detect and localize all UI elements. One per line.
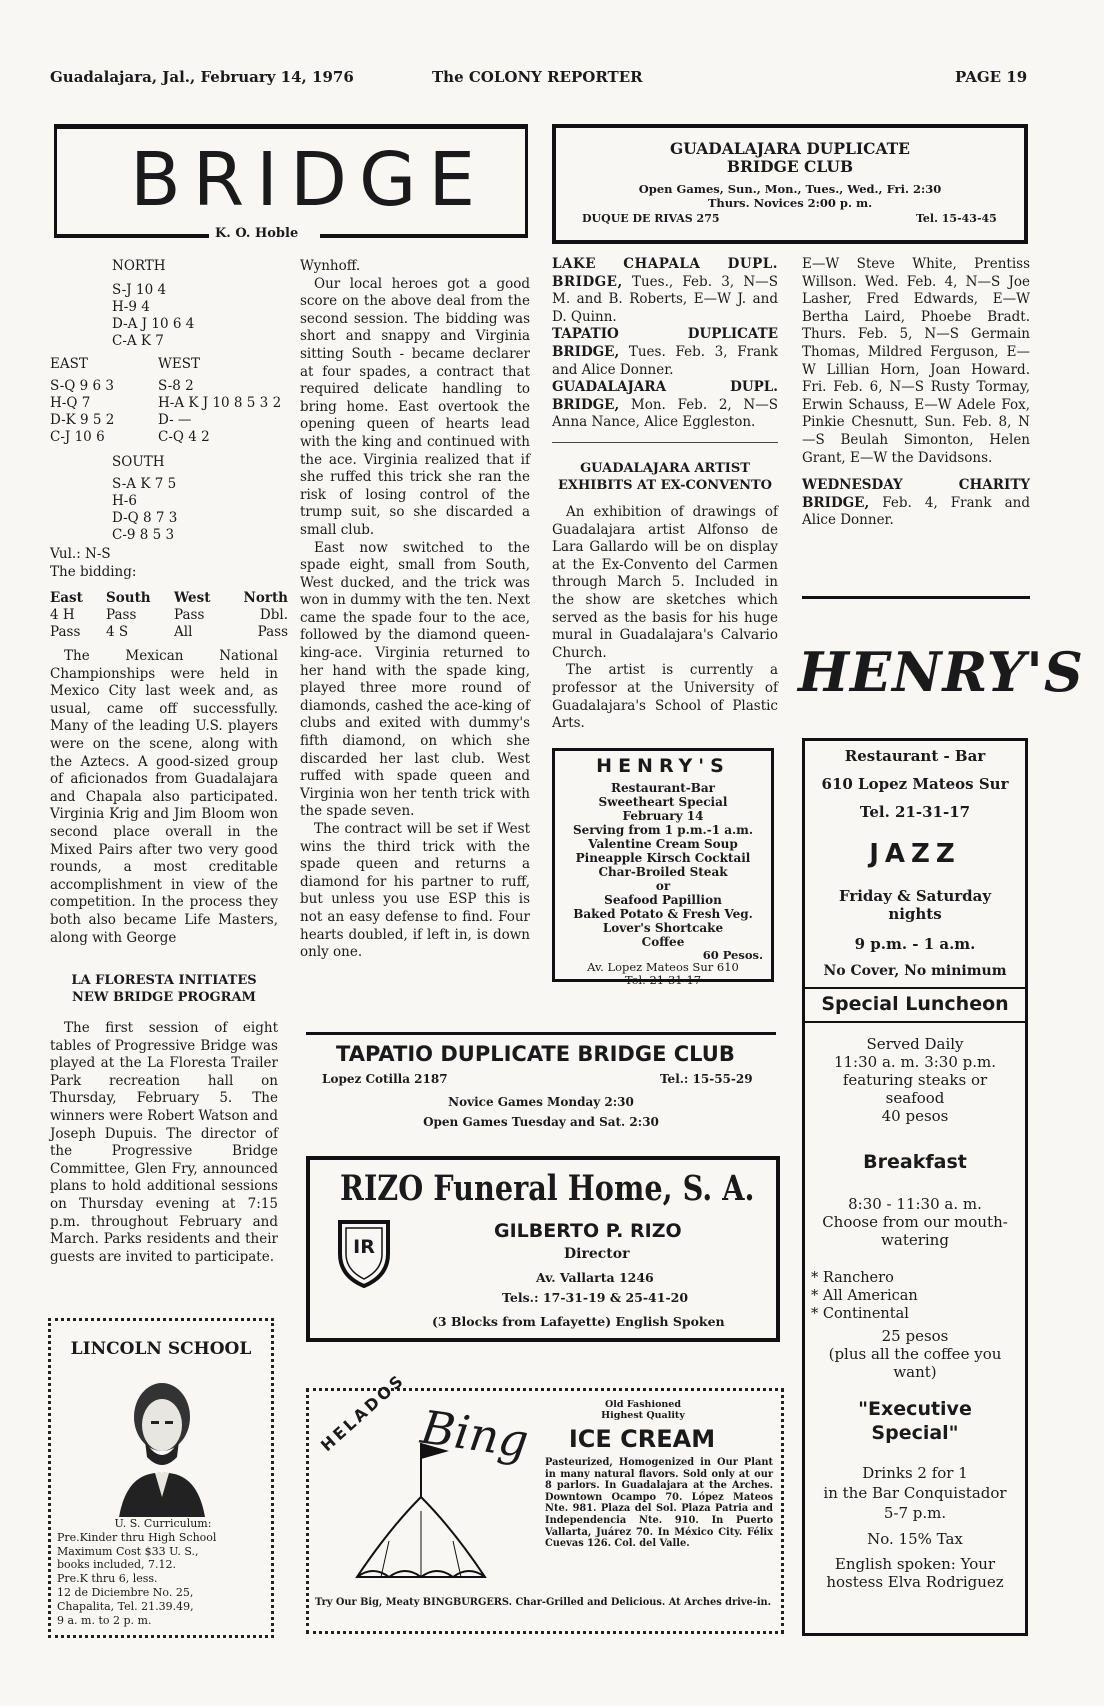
- south-spades: S-A K 7 5: [112, 476, 177, 492]
- header-place-date: Guadalajara, Jal., February 14, 1976: [50, 68, 354, 86]
- results-continued: E—W Steve White, Prentiss Willson. Wed. Feb. 4, N—S Joe Lasher, Fred Edwards, E—W Bertha Laird, Phoebe Bradt. Thurs. Feb. 5, N—S Germain Thomas, Mildred Ferguson, E—W Lillian Horn, Joan Howard. Fri. Feb. 6, N—S Rusty Tormay, Erwin Schauss, E—W Adele Fox, Pinkie Chesnutt, Sun. Feb. 8, N—S Beulah Simonton, Helen Grant, E—W the Davidsons.: [802, 256, 1030, 466]
- charity-body: Feb. 4, Frank and Alice Donner.: [802, 494, 1031, 529]
- west-hand: [158, 378, 281, 446]
- rizo-note: (3 Blocks from Lafayette) English Spoken: [432, 1314, 725, 1329]
- bidding-label: The bidding:: [50, 564, 137, 580]
- lincoln-school-ad: [48, 1318, 274, 1638]
- bid-cell: 4 H: [50, 607, 75, 623]
- helados-tag: Old Fashioned Highest Quality: [601, 1399, 685, 1421]
- rizo-ad: [306, 1156, 780, 1342]
- tapatio-hours: [306, 1092, 776, 1132]
- result-item: [552, 326, 778, 379]
- artist-headline: [552, 460, 778, 494]
- henrys-executive-title: "Executive Special": [858, 1398, 972, 1444]
- south-hearts: H-6: [112, 493, 137, 509]
- bid-cell: Pass: [257, 624, 288, 640]
- bridge-col2-para: Our local heroes got a good score on the above deal from the second session. The bidding was short and snappy and Virginia sitting South - became declarer at four spades, a contract that required delicate handling to bring home. East overtook the opening queen of hearts lead with the king and continued with the ace. Virginia realized that if she ruffed this trick she ran the risk of losing control of the trump suit, so she discarded a small club.: [300, 275, 530, 538]
- henrys-small-line: February 14: [622, 809, 704, 823]
- gdc-ad: [552, 124, 1028, 244]
- gdc-line-2: Thurs. Novices 2:00 p. m.: [707, 196, 873, 210]
- west-clubs: C-Q 4 2: [158, 429, 210, 445]
- result-body: Mon. Feb. 2, N—S Anna Nance, Alice Eggleston.: [552, 396, 778, 431]
- bid-header-south: South: [106, 590, 151, 606]
- artist-para: An exhibition of drawings of Guadalajara artist Alfonso de Lara Gallardo will be on display at the Ex-Convento del Carmen through March 5. Included in the show are sketches which served as the basis for his huge mural in Guadalajara's Calvario Church.: [552, 504, 778, 661]
- henrys-lunch-line: 11:30 a. m. 3:30 p.m.: [833, 1053, 997, 1071]
- bridge-col2-para: East now switched to the spade eight, small from South, West ducked, and the trick was won in dummy with the ten. Next came the spade four to the ace, followed by the diamond queen-king-ace. Virginia returned to her hand with the spade king, played three more round of diamonds, cashed the ace-king of clubs and exited with dummy's fifth diamond, on which she discarded her last club. West ruffed with spade queen and Virginia won her tenth trick with the spade seven.: [300, 539, 530, 820]
- rizo-director-name: GILBERTO P. RIZO: [494, 1220, 682, 1242]
- henrys-lunch-details: [815, 1035, 1015, 1125]
- tapatio-line-2: Open Games Tuesday and Sat. 2:30: [423, 1115, 659, 1129]
- henrys-small-line: Char-Broiled Steak: [598, 865, 728, 879]
- west-hearts: H-A K J 10 8 5 3 2: [158, 395, 282, 411]
- henrys-breakfast-price: [815, 1327, 1015, 1381]
- henrys-breakfast-line: 25 pesos: [881, 1327, 949, 1345]
- henrys-small-line: Seafood Papillion: [604, 893, 722, 907]
- result-body: Tues., Feb. 3, N—S M. and B. Roberts, E—W J. and D. Quinn.: [552, 273, 778, 325]
- henrys-exec-line: No. 15% Tax: [867, 1530, 963, 1548]
- result-head: TAPATIO DUPLICATE BRIDGE,: [552, 326, 778, 360]
- rizo-logo-text: IR: [353, 1236, 375, 1258]
- result-item: [552, 256, 778, 326]
- henrys-small-tel: Tel. 21-31-17: [624, 973, 702, 987]
- east-spades: S-Q 9 6 3: [50, 378, 115, 394]
- henrys-small-line: or: [655, 879, 671, 893]
- tapatio-tel: Tel.: 15-55-29: [660, 1072, 753, 1086]
- lincoln-details: [57, 1517, 269, 1627]
- west-label: WEST: [158, 356, 200, 372]
- henrys-executive-details: [811, 1463, 1019, 1591]
- henrys-small-line: Lover's Shortcake: [602, 921, 724, 935]
- bidding-row: [50, 607, 288, 624]
- gdc-line-1: Open Games, Sun., Mon., Tues., Wed., Fri. 2:30: [638, 182, 942, 196]
- henrys-small-menu: [555, 781, 771, 949]
- vulnerability: Vul.: N-S: [50, 546, 111, 562]
- south-clubs: C-9 8 5 3: [112, 527, 175, 543]
- bid-cell: Pass: [174, 607, 205, 623]
- bid-cell: 4 S: [106, 624, 129, 640]
- henrys-small-address: [555, 961, 771, 987]
- henrys-jazz-title: JAZZ: [869, 839, 961, 869]
- results-column-4: [802, 256, 1030, 530]
- lincoln-title: LINCOLN SCHOOL: [70, 1339, 252, 1359]
- bidding-row: [50, 624, 288, 641]
- henrys-big-ad: [802, 738, 1028, 1636]
- henrys-big-line: Restaurant - Bar: [844, 747, 986, 765]
- result-item: [552, 379, 778, 432]
- henrys-small-line: Baked Potato & Fresh Veg.: [573, 907, 753, 921]
- bridge-title-rule-left: [54, 234, 209, 238]
- henrys-lunch-line: Served Daily: [866, 1035, 964, 1053]
- bridge-title: BRIDGE: [130, 137, 488, 223]
- east-diamonds: D-K 9 5 2: [50, 412, 115, 428]
- lincoln-line: Maximum Cost $33 U. S.,: [57, 1544, 199, 1558]
- results-divider: [552, 442, 778, 443]
- north-clubs: C-A K 7: [112, 333, 164, 349]
- bridge-intro-paragraph: The Mexican National Championships were held in Mexico City last week and, as usual, came off successfully. Many of the leading U.S. players were on the scene, along with the Aztecs. A good-sized group of aficionados from Guadalajara and Chapala also participated. Virginia Krig and Jim Bloom won second place overall in the Mixed Pairs after two very good rounds, a most creditable accomplishment in view of the competition. In the process they both also became Life Masters, along with George: [50, 648, 278, 946]
- helados-arc-text: HELADOS: [317, 1369, 409, 1456]
- henrys-big-line: Tel. 21-31-17: [859, 803, 971, 821]
- henrys-big-line: 610 Lopez Mateos Sur: [821, 775, 1009, 793]
- henrys-breakfast-title: Breakfast: [863, 1151, 967, 1173]
- tapatio-address: Lopez Cotilla 2187: [322, 1072, 448, 1086]
- henrys-small-title: HENRY'S: [596, 755, 730, 777]
- result-body: Tues. Feb. 3, Frank and Alice Donner.: [552, 343, 778, 378]
- south-diamonds: D-Q 8 7 3: [112, 510, 178, 526]
- bidding-header-row: [50, 590, 288, 607]
- header-page-number: PAGE 19: [955, 68, 1028, 86]
- henrys-breakfast-items: [811, 1269, 918, 1323]
- helados-footer: Try Our Big, Meaty BINGBURGERS. Char-Grilled and Delicious. At Arches drive-in.: [315, 1597, 772, 1608]
- henrys-breakfast-line: 8:30 - 11:30 a. m.: [848, 1195, 982, 1213]
- lincoln-line: Pre.Kinder thru High School: [57, 1530, 217, 1544]
- henrys-small-line: Sweetheart Special: [598, 795, 728, 809]
- rizo-shield-icon: [336, 1218, 392, 1288]
- bid-header-west: West: [174, 590, 211, 606]
- rizo-role: Director: [564, 1246, 630, 1262]
- floresta-headline-1: LA FLORESTA INITIATES: [71, 973, 257, 988]
- bidding-table: [50, 590, 288, 641]
- charity-result: [802, 477, 1030, 530]
- north-spades: S-J 10 4: [112, 282, 167, 298]
- bid-cell: Pass: [50, 624, 81, 640]
- bid-cell: Dbl.: [259, 607, 288, 623]
- bridge-hand-diagram: [50, 258, 290, 578]
- henrys-breakfast-item: * Ranchero: [811, 1270, 894, 1286]
- west-spades: S-8 2: [158, 378, 194, 394]
- henrys-small-line: Pineapple Kirsch Cocktail: [575, 851, 751, 865]
- henrys-breakfast-item: * All American: [811, 1288, 918, 1304]
- bridge-col2-para: Wynhoff.: [300, 258, 361, 274]
- south-hand: [112, 476, 177, 544]
- henrys-breakfast-item: * Continental: [811, 1306, 909, 1322]
- helados-title: ICE CREAM: [568, 1425, 716, 1453]
- bridge-column-2-text: [300, 258, 530, 962]
- artist-article: [552, 504, 778, 733]
- bridge-title-rule-right: [320, 234, 528, 238]
- helados-bing-ad: [306, 1369, 784, 1634]
- result-head: LAKE CHAPALA DUPL. BRIDGE,: [552, 256, 778, 290]
- henrys-lunch-line: featuring steaks or seafood: [842, 1071, 988, 1107]
- north-hand: [112, 282, 194, 350]
- henrys-exec-line: Drinks 2 for 1: [862, 1464, 968, 1482]
- artist-headline-1: GUADALAJARA ARTIST: [580, 461, 750, 476]
- bid-header-east: East: [50, 590, 83, 606]
- bid-header-north: North: [243, 590, 288, 606]
- floresta-headline-2: NEW BRIDGE PROGRAM: [72, 990, 256, 1005]
- artist-headline-2: EXHIBITS AT EX-CONVENTO: [558, 478, 772, 493]
- henrys-breakfast-line: (plus all the coffee you want): [828, 1345, 1002, 1381]
- tapatio-line-1: Novice Games Monday 2:30: [448, 1095, 634, 1109]
- henrys-logo: HENRY'S: [798, 640, 1084, 704]
- henrys-jazz-note: No Cover, No minimum: [823, 963, 1007, 979]
- helados-bing-script: Bing: [417, 1399, 532, 1469]
- gdc-hours: [556, 182, 1024, 210]
- lincoln-line: books included, 7.12.: [57, 1558, 177, 1572]
- north-label: NORTH: [112, 258, 166, 274]
- helados-body: Pasteurized, Homogenized in Our Plant in many natural flavors. Sold only at our 8 parlors. In Guadalajara at the Arches. Downtown Ocampo 70. López Mateos Nte. 981. Plaza del Sol. Plaza Patria and Independencia Nte. 910. In Puerto Vallarta, Juárez 70. In México City. Félix Cuevas 126. Col. del Valle.: [545, 1457, 773, 1550]
- henrys-lunch-title: Special Luncheon: [821, 993, 1009, 1015]
- gdc-title-2: BRIDGE CLUB: [726, 157, 854, 176]
- bridge-column-1-text: [50, 648, 278, 947]
- bridge-col2-para: The contract will be set if West wins the third trick with the spade queen and returns a diamond for his partner to ruff, but unless you use ESP this is not an easy defense to find. Four hearts doubled, if left in, is down only one.: [300, 821, 530, 961]
- rizo-address: Av. Vallarta 1246: [536, 1270, 654, 1285]
- gdc-tel: Tel. 15-43-45: [916, 212, 997, 225]
- south-label: SOUTH: [112, 454, 165, 470]
- gdc-title-1: GUADALAJARA DUPLICATE: [670, 139, 910, 158]
- henrys-exec-line: English spoken: Your hostess Elva Rodriguez: [826, 1555, 1004, 1591]
- floresta-headline: [50, 972, 278, 1006]
- east-hand: [50, 378, 114, 446]
- gdc-address: DUQUE DE RIVAS 275: [582, 212, 720, 225]
- results-column-3: [552, 256, 778, 432]
- henrys-jazz-days: Friday & Saturday nights: [838, 887, 992, 923]
- col4-divider: [802, 596, 1030, 599]
- tapatio-top-rule: [306, 1032, 776, 1035]
- artist-para: The artist is currently a professor at the University of Guadalajara's School of Plastic Arts.: [552, 662, 778, 732]
- north-hearts: H-9 4: [112, 299, 150, 315]
- charity-head: WEDNESDAY CHARITY BRIDGE,: [802, 477, 1030, 511]
- bid-cell: All: [174, 624, 193, 640]
- north-diamonds: D-A J 10 6 4: [112, 316, 195, 332]
- tapatio-title: TAPATIO DUPLICATE BRIDGE CLUB: [336, 1042, 735, 1066]
- lincoln-line: 12 de Diciembre No. 25,: [57, 1585, 194, 1599]
- floresta-article: [50, 1020, 278, 1266]
- east-label: EAST: [50, 356, 88, 372]
- bridge-byline: K. O. Hoble: [215, 226, 299, 241]
- result-head: GUADALAJARA DUPL. BRIDGE,: [552, 379, 778, 413]
- rizo-title: RIZO Funeral Home, S. A.: [340, 1168, 755, 1209]
- henrys-breakfast-details: [815, 1195, 1015, 1249]
- henrys-breakfast-line: Choose from our mouth-watering: [822, 1213, 1008, 1249]
- west-diamonds: D- —: [158, 412, 192, 428]
- henrys-small-line: Restaurant-Bar: [611, 781, 715, 795]
- henrys-small-line: Coffee: [641, 935, 685, 949]
- henrys-exec-line: in the Bar Conquistador: [823, 1484, 1007, 1502]
- rizo-tels: Tels.: 17-31-19 & 25-41-20: [502, 1290, 689, 1305]
- henrys-exec-line: 5-7 p.m.: [883, 1504, 947, 1522]
- lincoln-line: Chapalita, Tel. 21.39.49,: [57, 1599, 194, 1613]
- lincoln-line: U. S. Curriculum:: [114, 1517, 212, 1530]
- lincoln-line: 9 a. m. to 2 p. m.: [57, 1613, 152, 1627]
- floresta-body: The first session of eight tables of Progressive Bridge was played at the La Floresta Trailer Park recreation hall on Thursday, February 5. The winners were Robert Watson and Joseph Dupuis. The director of the Progressive Bridge Committee, Glen Fry, announced plans to hold additional sessions on Thursday evening at 7:15 p.m. throughout February and March. Parks residents and their guests are invited to participate.: [50, 1020, 278, 1265]
- henrys-small-line: Serving from 1 p.m.-1 a.m.: [572, 823, 754, 837]
- henrys-small-price: 60 Pesos.: [702, 948, 763, 962]
- henrys-small-line: Valentine Cream Soup: [588, 837, 738, 851]
- henrys-jazz-time: 9 p.m. - 1 a.m.: [854, 935, 976, 953]
- lincoln-portrait-icon: [107, 1367, 217, 1517]
- henrys-small-address-line: Av. Lopez Mateos Sur 610: [587, 960, 739, 974]
- henrys-special-ad: [552, 748, 774, 987]
- bid-cell: Pass: [106, 607, 137, 623]
- lincoln-line: Pre.K thru 6, less.: [57, 1572, 158, 1586]
- east-clubs: C-J 10 6: [50, 429, 105, 445]
- gdc-title: [556, 140, 1024, 176]
- henrys-big-divider: [805, 1021, 1025, 1023]
- east-hearts: H-Q 7: [50, 395, 91, 411]
- header-paper-name: The COLONY REPORTER: [432, 68, 643, 86]
- henrys-lunch-line: 40 pesos: [881, 1107, 949, 1125]
- henrys-big-divider: [805, 987, 1025, 989]
